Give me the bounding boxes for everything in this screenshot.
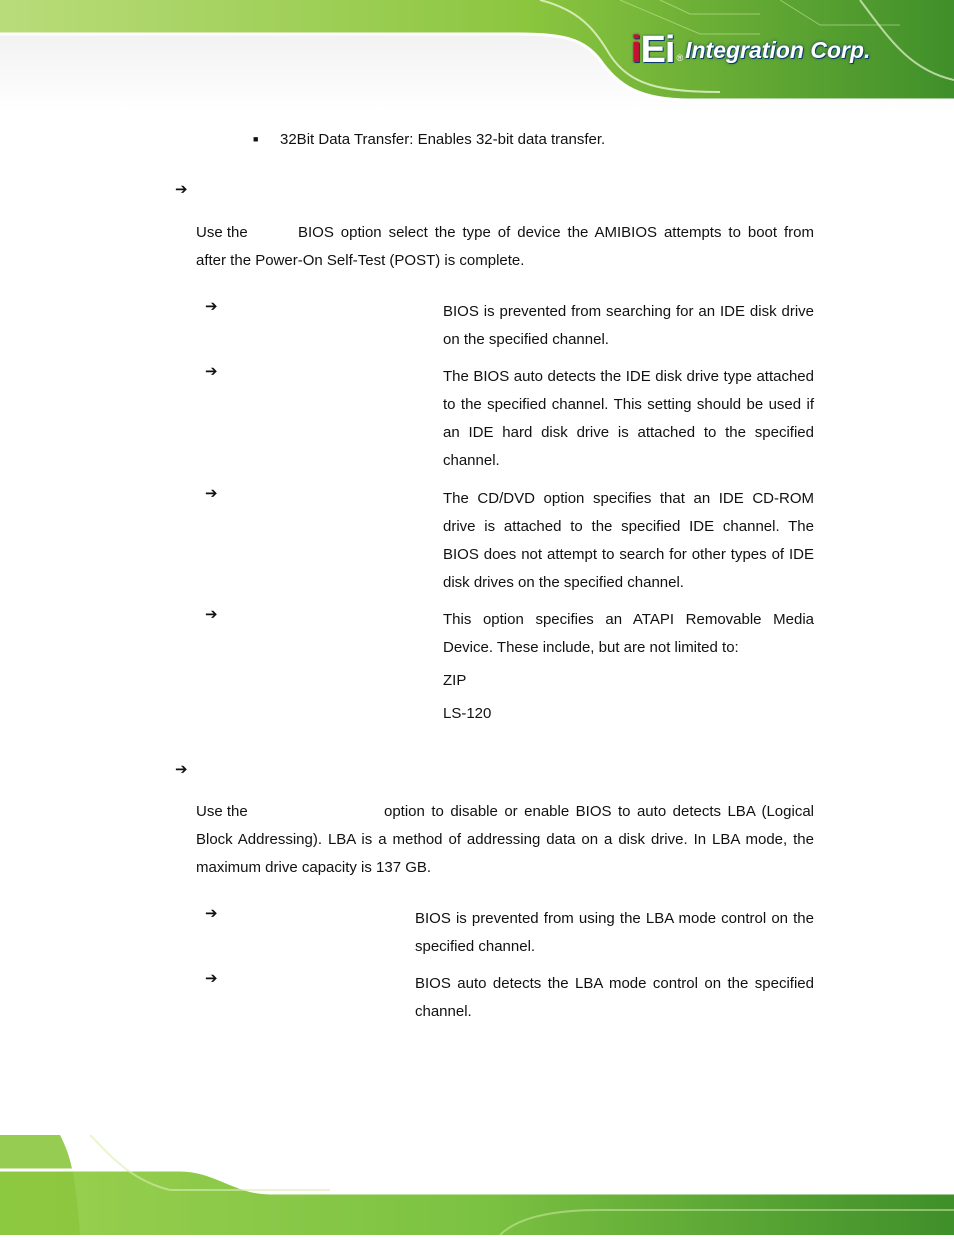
footer-graphic bbox=[0, 1135, 954, 1235]
registered-mark: ® bbox=[676, 53, 684, 63]
removable-media-example-zip: ZIP bbox=[443, 672, 467, 689]
option-arrow-icon: ➔ bbox=[205, 969, 218, 987]
option-arrow-icon: ➔ bbox=[205, 484, 218, 502]
logo-company-name: Integration Corp. bbox=[685, 36, 871, 63]
type-option-4-desc: This option specifies an ATAPI Removable Media Device. These include, but are not limited to: bbox=[443, 611, 814, 656]
type-option-3-desc: The CD/DVD option specifies that an IDE CD-ROM drive is attached to the specified IDE channel. The BIOS does not attempt to search for other types of IDE disk drives on the specified channel. bbox=[443, 490, 814, 591]
lba-intro-cont: Block Addressing). LBA is a method of addressing data on a disk drive. In LBA mode, the maximum drive capacity is 137 GB. bbox=[196, 831, 814, 876]
page-footer-banner bbox=[0, 1135, 954, 1235]
lba-intro-prefix: Use the bbox=[196, 803, 248, 820]
bullet-icon: ■ bbox=[253, 134, 259, 144]
section-arrow-icon: ➔ bbox=[175, 180, 188, 198]
company-logo bbox=[631, 28, 870, 72]
type-intro-line2: after the Power-On Self-Test (POST) is complete. bbox=[196, 252, 525, 269]
type-option-2-desc: The BIOS auto detects the IDE disk drive type attached to the specified channel. This setting should be used if an IDE hard disk drive is attached to the specified channel. bbox=[443, 368, 814, 469]
option-arrow-icon: ➔ bbox=[205, 362, 218, 380]
lba-option-1-desc: BIOS is prevented from using the LBA mode control on the specified channel. bbox=[415, 910, 814, 955]
bullet-item-text: 32Bit Data Transfer: Enables 32-bit data transfer. bbox=[280, 131, 606, 148]
type-intro-prefix: Use the bbox=[196, 224, 248, 241]
lba-option-2-desc: BIOS auto detects the LBA mode control on the specified channel. bbox=[415, 975, 814, 1020]
section-arrow-icon: ➔ bbox=[175, 760, 188, 778]
removable-media-example-ls120: LS-120 bbox=[443, 705, 492, 722]
type-intro-rest: BIOS option select the type of device the AMIBIOS attempts to boot from bbox=[298, 224, 814, 241]
type-option-1-desc: BIOS is prevented from searching for an IDE disk drive on the specified channel. bbox=[443, 303, 814, 348]
option-arrow-icon: ➔ bbox=[205, 605, 218, 623]
type-section-intro bbox=[196, 219, 814, 275]
page-header-banner bbox=[0, 0, 954, 112]
option-arrow-icon: ➔ bbox=[205, 297, 218, 315]
option-arrow-icon: ➔ bbox=[205, 904, 218, 922]
logo-mark: iEi bbox=[631, 28, 675, 71]
lba-section-intro bbox=[196, 798, 814, 882]
lba-intro-rest: option to disable or enable BIOS to auto detects LBA (Logical bbox=[384, 803, 814, 820]
logo-mark-rest: Ei bbox=[640, 28, 675, 71]
